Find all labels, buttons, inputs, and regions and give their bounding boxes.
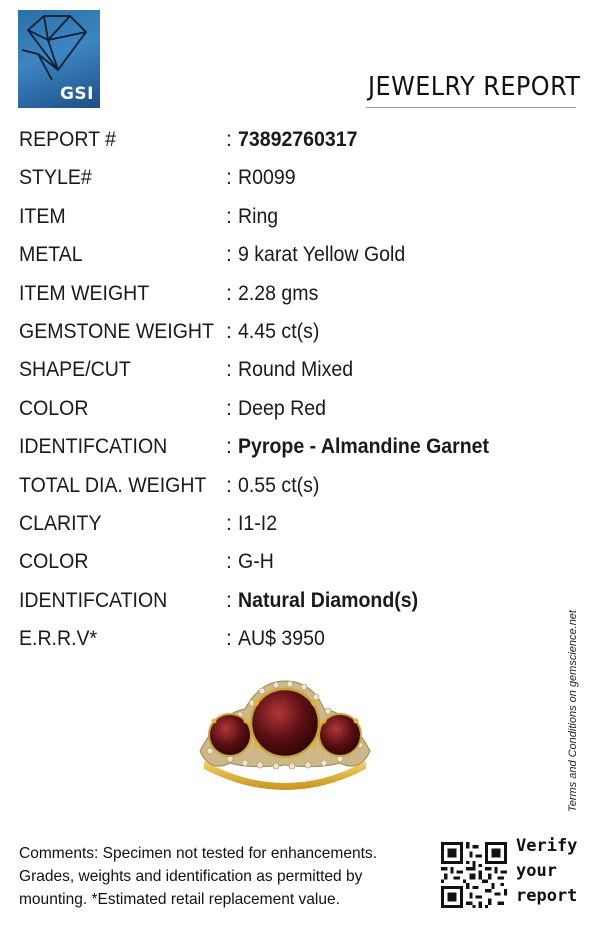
detail-label: IDENTIFCATION [19, 588, 168, 612]
detail-label: IDENTIFCATION [19, 435, 168, 459]
detail-value: AU$ 3950 [238, 627, 325, 651]
detail-colon: : [226, 204, 232, 228]
detail-label: METAL [19, 243, 83, 267]
detail-colon: : [226, 358, 232, 382]
detail-colon: : [226, 319, 232, 343]
comment-line: Comments: Specimen not tested for enhancements. [19, 845, 378, 862]
detail-colon: : [226, 128, 232, 151]
terms-link[interactable]: Terms and Conditions on gemscience.net [567, 610, 579, 812]
detail-colon: : [226, 627, 232, 651]
detail-label: CLARITY [19, 511, 102, 535]
detail-value: R0099 [238, 166, 296, 190]
detail-value: 2.28 gms [238, 281, 319, 305]
logo-text: GSI [59, 84, 94, 104]
detail-label: ITEM [19, 204, 66, 228]
detail-label: SHAPE/CUT [19, 358, 131, 382]
verify-report-link[interactable] [516, 834, 577, 909]
detail-value: 0.55 ct(s) [238, 473, 320, 497]
detail-colon: : [226, 550, 232, 574]
detail-colon: : [226, 511, 232, 535]
detail-value: Pyrope - Almandine Garnet [238, 435, 490, 459]
title-divider [366, 107, 576, 108]
detail-colon: : [226, 473, 232, 497]
detail-label: STYLE# [19, 166, 92, 190]
detail-label: E.R.R.V* [19, 627, 98, 651]
detail-colon: : [226, 435, 232, 459]
detail-value: 73892760317 [238, 128, 358, 151]
detail-label: TOTAL DIA. WEIGHT [19, 473, 207, 497]
detail-colon: : [226, 281, 232, 305]
gsi-logo [18, 10, 100, 108]
center-garnet [251, 689, 319, 757]
detail-label: REPORT # [19, 128, 116, 151]
detail-colon: : [226, 588, 232, 612]
detail-label: COLOR [19, 550, 89, 574]
qr-code[interactable] [441, 842, 507, 908]
ring-photo [190, 673, 380, 801]
detail-value: Round Mixed [238, 358, 354, 382]
detail-label: GEMSTONE WEIGHT [19, 319, 214, 343]
comments [19, 842, 439, 911]
detail-value: G-H [238, 550, 274, 574]
comment-line: Grades, weights and identification as permitted by [19, 868, 363, 885]
detail-value: 9 karat Yellow Gold [238, 243, 406, 267]
detail-value: Ring [238, 204, 279, 228]
verify-line: your [516, 861, 557, 881]
verify-line: report [516, 886, 578, 906]
detail-value: 4.45 ct(s) [238, 319, 320, 343]
verify-line: Verify [516, 836, 578, 856]
detail-colon: : [226, 243, 232, 267]
detail-label: ITEM WEIGHT [19, 281, 150, 305]
detail-colon: : [226, 396, 232, 420]
detail-value: Deep Red [238, 396, 326, 420]
detail-colon: : [226, 166, 232, 190]
detail-label: COLOR [19, 396, 89, 420]
report-title: JEWELRY REPORT [368, 72, 581, 102]
detail-value: I1-I2 [238, 511, 278, 535]
detail-value: Natural Diamond(s) [238, 588, 419, 612]
comment-line: mounting. *Estimated retail replacement value. [19, 891, 340, 908]
